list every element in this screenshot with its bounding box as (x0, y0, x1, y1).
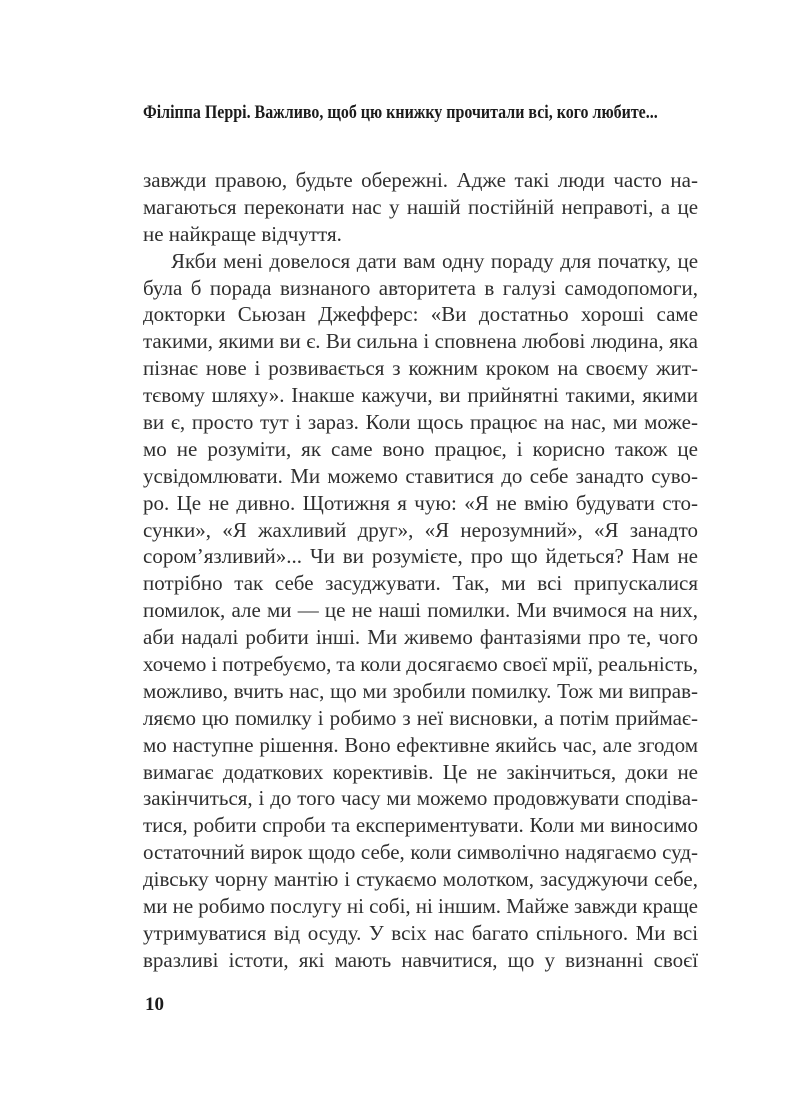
text-line: тєвому шляху». Інакше кажучи, ви прийнятні такими, якими (143, 383, 699, 408)
text-line: ми не робимо послугу ні собі, ні іншим. Майже завжди краще (143, 894, 698, 919)
page-number: 10 (145, 994, 164, 1015)
running-header (143, 103, 756, 122)
text-line: аби надалі робити інші. Ми живемо фантазіями про те, чого (143, 625, 698, 650)
text-line: сором’язливий»... Чи ви розумієте, про що йдеться? Нам не (143, 544, 699, 569)
text-line: утримуватися від осуду. У всіх нас багато спільного. Ми всі (143, 920, 699, 945)
text-line: ро. Це не дивно. Щотижня я чую: «Я не вмію будувати сто- (143, 490, 699, 515)
text-line: ляємо цю помилку і робимо з неї висновки, а потім приймає- (143, 705, 698, 730)
text-line: хочемо і потребуємо, та коли досягаємо своєї мрії, реальність, (143, 652, 698, 677)
text-line: докторки Сьюзан Джефферс: «Ви достатньо хороші саме (143, 302, 699, 327)
text-line: потрібно так себе засуджувати. Так, ми всі припускалися (143, 571, 699, 596)
running-header-text: Філіппа Перрі. Важливо, щоб цю книжку прочитали всі, кого любите... (143, 102, 658, 123)
text-line: сунки», «Я жахливий друг», «Я нерозумний», «Я занадто (143, 517, 698, 542)
text-line: остаточний вирок щодо себе, коли символічно надягаємо суд- (143, 840, 699, 865)
text-line: мо не розуміти, як саме воно працює, і корисно також це (143, 436, 698, 461)
text-line: усвідомлювати. Ми можемо ставитися до себе занадто суво- (143, 463, 699, 488)
text-line: вразливі істоти, які мають навчитися, що у визнанні своєї (143, 947, 699, 972)
text-line: завжди правою, будьте обережні. Адже такі люди часто на- (143, 168, 698, 192)
text-line: тися, робити спроби та експериментувати. Коли ми виносимо (143, 813, 698, 838)
text-line: закінчиться, і до того часу ми можемо продовжувати сподіва- (143, 786, 699, 811)
text-line: ви є, просто тут і зараз. Коли щось працює на нас, ми може- (143, 410, 698, 435)
text-line: такими, якими ви є. Ви сильна і сповнена любові людина, яка (143, 329, 698, 354)
text-line: помилок, але ми — це не наші помилки. Ми вчимося на них, (143, 598, 698, 623)
text-line: не найкраще відчуття. (143, 221, 342, 246)
text-line: мо наступне рішення. Воно ефективне якийсь час, але згодом (143, 732, 698, 757)
text-line: Якби мені довелося дати вам одну пораду для початку, це (171, 248, 699, 273)
text-block (143, 167, 698, 974)
text-line: пізнає нове і розвивається з кожним кроком на своєму жит- (143, 356, 698, 381)
text-line: можливо, вчить нас, що ми зробили помилку. Тож ми виправ- (143, 678, 698, 703)
text-line: була б порада визнаного авторитета в галузі самодопомоги, (143, 275, 699, 300)
text-line: вимагає додаткових корективів. Це не закінчиться, доки не (143, 759, 699, 784)
text-line: магаються переконати нас у нашій постійній неправоті, а це (143, 194, 699, 219)
text-line: дівську чорну мантію і стукаємо молотком, засуджуючи себе, (143, 867, 699, 892)
